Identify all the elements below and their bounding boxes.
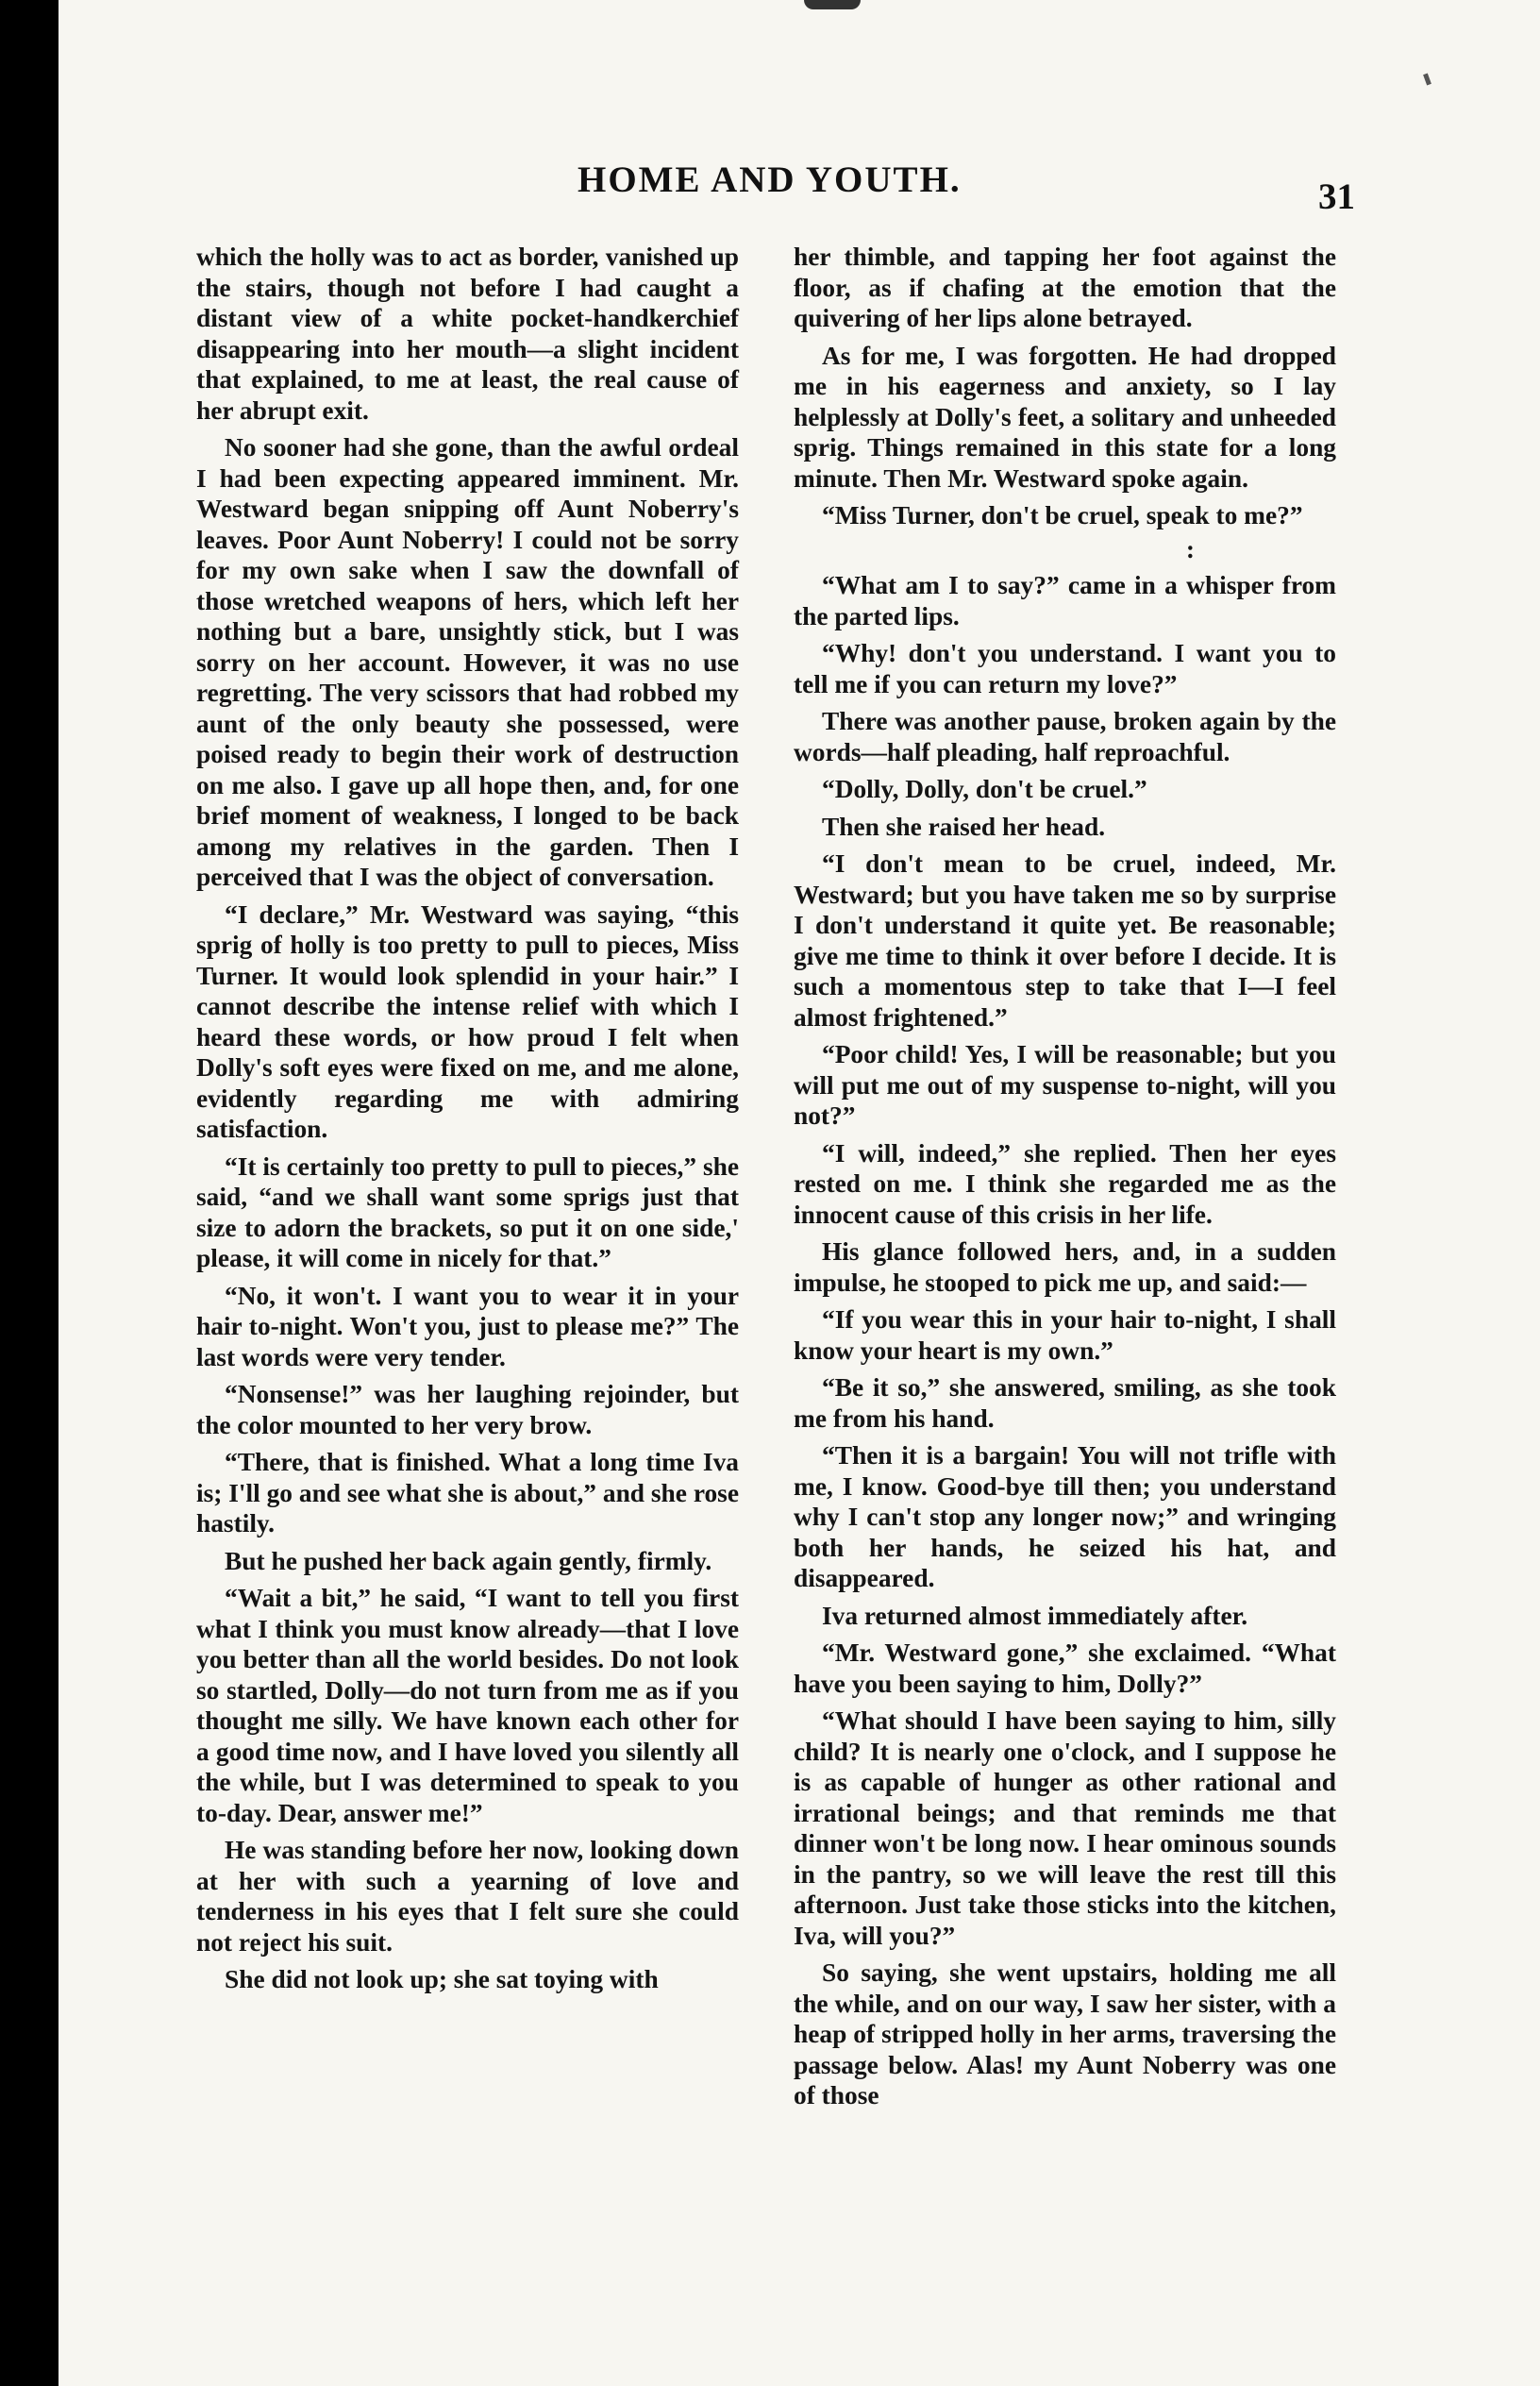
paragraph: He was standing before her now, looking down at her with such a yearning of love and tenderness in his eyes that I felt sure she could not reject his suit.: [196, 1836, 739, 1957]
paragraph: “Miss Turner, don't be cruel, speak to me?”: [822, 501, 1303, 529]
paragraph: “Dolly, Dolly, don't be cruel.”: [822, 775, 1147, 803]
paragraph: No sooner had she gone, than the awful ordeal I had been expecting appeared imminent. Mr. Westward began snipping off Aunt Noberry's leaves. Poor Aunt Noberry! I could not be sorry for my own sake when I saw the downfall of those wretched weapons of hers, which left her nothing but a bare, unsightly stick, but I was sorry on her account. However, it was no use regretting. The very scissors that had robbed my aunt of the only beauty she possessed, were poised ready to begin their work of destruction on me also. I gave up all hope then, and, for one brief moment of weakness, I longed to be back among my relatives in the garden. Then I perceived that I was the object of conversation.: [196, 433, 739, 891]
paragraph: “If you wear this in your hair to-night, I shall know your heart is my own.”: [794, 1305, 1336, 1365]
paragraph: “It is certainly too pretty to pull to pieces,” she said, “and we shall want some sprigs just that size to adorn the brackets, so put it on one side,' please, it will come in nicely for that.”: [196, 1151, 739, 1272]
paragraph: “Mr. Westward gone,” she exclaimed. “What have you been saying to him, Dolly?”: [794, 1638, 1336, 1698]
page-number: 31: [1318, 176, 1355, 217]
paragraph: “Be it so,” she answered, smiling, as she took me from his hand.: [794, 1373, 1336, 1433]
paragraph: “Then it is a bargain! You will not trifle with me, I know. Good-bye till then; you understand why I can't stop any longer now;” and wringing both her hands, he seized his hat, and disappeared.: [794, 1441, 1336, 1592]
paragraph: “What am I to say?” came in a whisper from the parted lips.: [794, 571, 1336, 630]
paragraph: Iva returned almost immediately after.: [822, 1601, 1248, 1630]
paragraph: As for me, I was forgotten. He had dropped me in his eagerness and anxiety, so I lay helplessly at Dolly's feet, a solitary and unheeded sprig. Things remained in this state for a long minute. Then Mr. Westward spoke again.: [794, 341, 1336, 493]
paragraph: “What should I have been saying to him, silly child? It is nearly one o'clock, and I suppose he is as capable of hunger as other rational and irrational beings; and that reminds me that dinner won't be long now. I hear ominous sounds in the pantry, so we will leave the rest till this afternoon. Just take those sticks into the kitchen, Iva, will you?”: [794, 1706, 1336, 1950]
paragraph: But he pushed her back again gently, firmly.: [225, 1546, 712, 1575]
paragraph: “Nonsense!” was her laughing rejoinder, but the color mounted to her very brow.: [196, 1380, 739, 1439]
running-header: HOME AND YOUTH.: [578, 160, 962, 200]
paragraph: “Poor child! Yes, I will be reasonable; but you will put me out of my suspense to-night, will you not?”: [794, 1040, 1336, 1130]
paragraph: She did not look up; she sat toying with: [225, 1965, 659, 1993]
ink-fleck: [1423, 74, 1431, 86]
left-column: [196, 242, 739, 2002]
paragraph: “I declare,” Mr. Westward was saying, “this sprig of holly is too pretty to pull to pieces, Miss Turner. It would look splendid in your hair.” I cannot describe the intense relief with which I heard these words, or how proud I felt when Dolly's soft eyes were fixed on me, and me alone, evidently regarding me with admiring satisfaction.: [196, 899, 739, 1143]
paragraph: There was another pause, broken again by the words—half pleading, half reproachful.: [794, 707, 1336, 766]
paragraph: Then she raised her head.: [822, 812, 1106, 841]
paragraph: “Why! don't you understand. I want you to tell me if you can return my love?”: [794, 639, 1336, 698]
paragraph: “Wait a bit,” he said, “I want to tell you first what I think you must know already—that I love you better than all the world besides. Do not look so startled, Dolly—do not turn from me as if you thought me silly. We have known each other for a good time now, and I have loved you silently all the while, but I was determined to speak to you to-day. Dear, answer me!”: [196, 1584, 739, 1827]
paragraph: His glance followed hers, and, in a sudden impulse, he stooped to pick me up, and said:—: [794, 1237, 1336, 1297]
paragraph: which the holly was to act as border, vanished up the stairs, though not before I had caught a distant view of a white pocket-handkerchief disappearing into her mouth—a slight incident that explained, to me at least, the real cause of her abrupt exit.: [196, 243, 739, 425]
page-top-ornament: [804, 0, 861, 9]
paragraph: “There, that is finished. What a long time Iva is; I'll go and see what she is about,” and she rose hastily.: [196, 1448, 739, 1537]
paragraph: “No, it won't. I want you to wear it in your hair to-night. Won't you, just to please me?” The last words were very tender.: [196, 1281, 739, 1371]
stray-colon-mark: :: [1185, 534, 1195, 563]
magazine-page: [59, 0, 1540, 2386]
paragraph: So saying, she went upstairs, holding me all the while, and on our way, I saw her sister, with a heap of stripped holly in her arms, traversing the passage below. Alas! my Aunt Noberry was one of those: [794, 1958, 1336, 2109]
paragraph: “I will, indeed,” she replied. Then her eyes rested on me. I think she regarded me as the innocent cause of this crisis in her life.: [794, 1138, 1336, 1229]
right-column: [794, 242, 1336, 2118]
paragraph: her thimble, and tapping her foot against the floor, as if chafing at the emotion that the quivering of her lips alone betrayed.: [794, 243, 1336, 332]
paragraph: “I don't mean to be cruel, indeed, Mr. Westward; but you have taken me so by surprise I don't understand it quite yet. Be reasonable; give me time to think it over before I decide. It is such a momentous step to take that I—I feel almost frightened.”: [794, 849, 1336, 1032]
